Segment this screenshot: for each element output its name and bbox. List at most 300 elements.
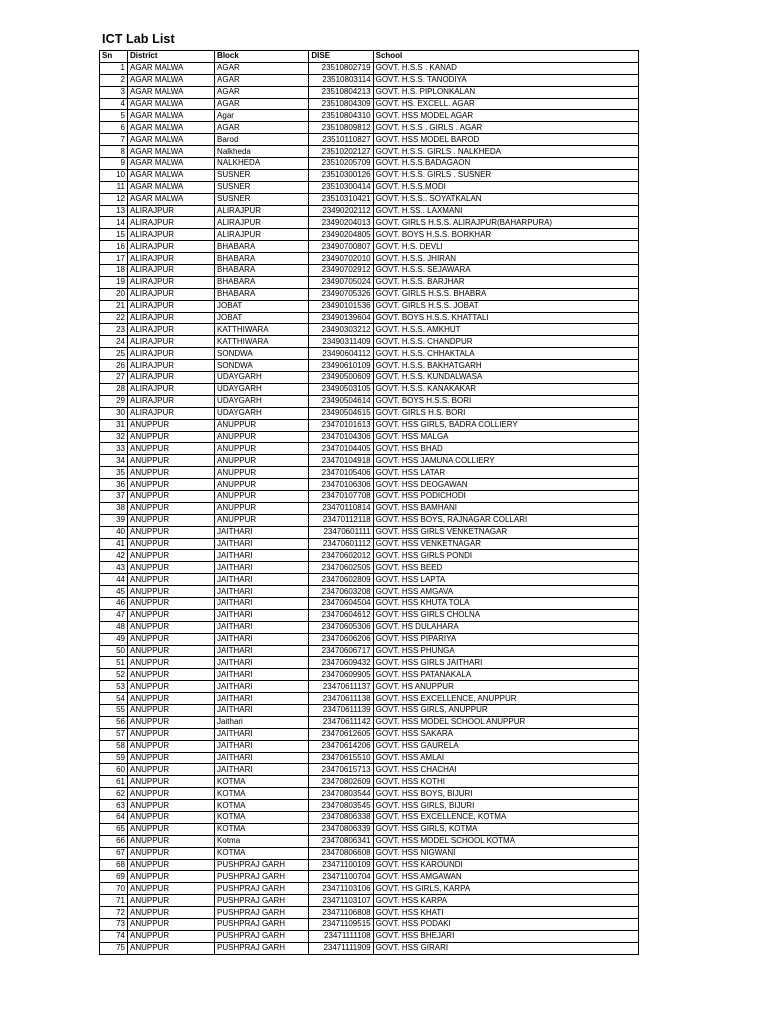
cell-school: GOVT. HSS KAROUNDI — [373, 859, 638, 871]
cell-district: AGAR MALWA — [127, 86, 214, 98]
table-row — [100, 930, 639, 942]
cell-dise: 23470104918 — [309, 455, 373, 467]
cell-school: GOVT. HSS EXCELLENCE, KOTMA — [373, 812, 638, 824]
cell-school: GOVT. H.SS.. LAXMANI — [373, 205, 638, 217]
cell-sn: 23 — [100, 324, 128, 336]
cell-school: GOVT. H.S.S. CHANDPUR — [373, 336, 638, 348]
cell-block: JAITHARI — [215, 669, 309, 681]
cell-block: UDAYGARH — [215, 372, 309, 384]
cell-district: ALIRAJPUR — [127, 217, 214, 229]
cell-school: GOVT. HSS BHAD — [373, 443, 638, 455]
cell-block: JAITHARI — [215, 693, 309, 705]
cell-school: GOVT. HSS KOTHI — [373, 776, 638, 788]
table-row — [100, 312, 639, 324]
cell-sn: 38 — [100, 502, 128, 514]
cell-district: ALIRAJPUR — [127, 372, 214, 384]
table-row — [100, 562, 639, 574]
cell-sn: 35 — [100, 467, 128, 479]
cell-block: AGAR — [215, 74, 309, 86]
cell-sn: 64 — [100, 812, 128, 824]
cell-school: GOVT. H.S. DEVLI — [373, 241, 638, 253]
table-row — [100, 455, 639, 467]
cell-block: JAITHARI — [215, 645, 309, 657]
table-row — [100, 265, 639, 277]
cell-district: ALIRAJPUR — [127, 265, 214, 277]
cell-dise: 23470106306 — [309, 479, 373, 491]
cell-school: GOVT. HSS AMLAI — [373, 752, 638, 764]
cell-dise: 23470602012 — [309, 550, 373, 562]
cell-school: GOVT. HSS PODICHODI — [373, 490, 638, 502]
cell-school: GOVT. BOYS H.S.S. KHATTALI — [373, 312, 638, 324]
cell-dise: 23510804213 — [309, 86, 373, 98]
cell-dise: 23470110814 — [309, 502, 373, 514]
cell-school: GOVT. HSS NIGWANI — [373, 847, 638, 859]
cell-block: KOTMA — [215, 788, 309, 800]
cell-dise: 23470612605 — [309, 728, 373, 740]
cell-sn: 46 — [100, 597, 128, 609]
table-row — [100, 395, 639, 407]
cell-district: ALIRAJPUR — [127, 360, 214, 372]
cell-school: GOVT. HS DULAHARA — [373, 621, 638, 633]
table-row — [100, 217, 639, 229]
cell-district: ANUPPUR — [127, 526, 214, 538]
cell-district: ANUPPUR — [127, 788, 214, 800]
cell-district: ANUPPUR — [127, 871, 214, 883]
cell-block: SUSNER — [215, 169, 309, 181]
table-row — [100, 538, 639, 550]
cell-school: GOVT. HSS GAURELA — [373, 740, 638, 752]
cell-block: BHABARA — [215, 241, 309, 253]
cell-school: GOVT. H.S.S. KUNDALWASA — [373, 372, 638, 384]
table-row — [100, 788, 639, 800]
cell-school: GOVT. HSS GIRARI — [373, 942, 638, 954]
cell-district: ANUPPUR — [127, 716, 214, 728]
cell-sn: 63 — [100, 800, 128, 812]
cell-sn: 6 — [100, 122, 128, 134]
cell-district: ALIRAJPUR — [127, 205, 214, 217]
cell-block: SONDWA — [215, 360, 309, 372]
cell-sn: 49 — [100, 633, 128, 645]
table-row — [100, 229, 639, 241]
cell-school: GOVT. H.S.S.. SOYATKALAN — [373, 193, 638, 205]
cell-school: GOVT. GIRLS H.S. BORI — [373, 407, 638, 419]
cell-block: BHABARA — [215, 276, 309, 288]
cell-dise: 23510804309 — [309, 98, 373, 110]
cell-sn: 24 — [100, 336, 128, 348]
cell-block: JOBAT — [215, 300, 309, 312]
cell-dise: 23470806608 — [309, 847, 373, 859]
cell-sn: 34 — [100, 455, 128, 467]
cell-district: ANUPPUR — [127, 704, 214, 716]
cell-dise: 23471106808 — [309, 907, 373, 919]
cell-school: GOVT. H.S.S. BARJHAR — [373, 276, 638, 288]
table-row — [100, 645, 639, 657]
cell-district: AGAR MALWA — [127, 193, 214, 205]
cell-dise: 23470604612 — [309, 609, 373, 621]
cell-block: JAITHARI — [215, 526, 309, 538]
table-row — [100, 276, 639, 288]
cell-school: GOVT. H.S.S.MODI — [373, 181, 638, 193]
table-row — [100, 740, 639, 752]
cell-dise: 23470105406 — [309, 467, 373, 479]
table-row — [100, 502, 639, 514]
cell-district: ALIRAJPUR — [127, 300, 214, 312]
cell-dise: 23470606717 — [309, 645, 373, 657]
cell-dise: 23490204805 — [309, 229, 373, 241]
cell-dise: 23470611138 — [309, 693, 373, 705]
cell-district: ANUPPUR — [127, 942, 214, 954]
table-row — [100, 134, 639, 146]
cell-school: GOVT. HSS GIRLS, KOTMA — [373, 823, 638, 835]
cell-school: GOVT. HSS PATANAKALA — [373, 669, 638, 681]
header-district: District — [127, 51, 214, 63]
cell-block: ANUPPUR — [215, 455, 309, 467]
table-row — [100, 586, 639, 598]
cell-block: UDAYGARH — [215, 407, 309, 419]
cell-school: GOVT. HSS JAMUNA COLLIERY — [373, 455, 638, 467]
cell-district: ALIRAJPUR — [127, 312, 214, 324]
cell-school: GOVT. HSS MALGA — [373, 431, 638, 443]
cell-dise: 23471103107 — [309, 895, 373, 907]
table-row — [100, 241, 639, 253]
cell-sn: 74 — [100, 930, 128, 942]
cell-school: GOVT. HSS PIPARIYA — [373, 633, 638, 645]
cell-block: Barod — [215, 134, 309, 146]
table-row — [100, 490, 639, 502]
table-row — [100, 597, 639, 609]
cell-sn: 9 — [100, 158, 128, 170]
cell-block: AGAR — [215, 62, 309, 74]
header-block: Block — [215, 51, 309, 63]
cell-dise: 23490700807 — [309, 241, 373, 253]
cell-school: GOVT. HSS KHATI — [373, 907, 638, 919]
cell-district: ALIRAJPUR — [127, 383, 214, 395]
table-row — [100, 752, 639, 764]
cell-block: PUSHPRAJ GARH — [215, 942, 309, 954]
cell-sn: 13 — [100, 205, 128, 217]
cell-sn: 65 — [100, 823, 128, 835]
cell-sn: 48 — [100, 621, 128, 633]
cell-dise: 23470602505 — [309, 562, 373, 574]
table-row — [100, 288, 639, 300]
cell-dise: 23470101613 — [309, 419, 373, 431]
cell-dise: 23490702010 — [309, 253, 373, 265]
cell-school: GOVT. HS. EXCELL. AGAR — [373, 98, 638, 110]
cell-school: GOVT. GIRLS H.S.S. BHABRA — [373, 288, 638, 300]
cell-school: GOVT. HSS KHUTA TOLA — [373, 597, 638, 609]
cell-dise: 23490705326 — [309, 288, 373, 300]
cell-sn: 60 — [100, 764, 128, 776]
table-row — [100, 360, 639, 372]
cell-dise: 23470104405 — [309, 443, 373, 455]
cell-district: AGAR MALWA — [127, 169, 214, 181]
cell-sn: 31 — [100, 419, 128, 431]
cell-dise: 23490139604 — [309, 312, 373, 324]
cell-sn: 1 — [100, 62, 128, 74]
cell-sn: 51 — [100, 657, 128, 669]
cell-dise: 23470104306 — [309, 431, 373, 443]
cell-dise: 23490702912 — [309, 265, 373, 277]
cell-dise: 23470615510 — [309, 752, 373, 764]
cell-dise: 23490311409 — [309, 336, 373, 348]
cell-district: ANUPPUR — [127, 728, 214, 740]
cell-sn: 32 — [100, 431, 128, 443]
cell-dise: 23470601111 — [309, 526, 373, 538]
cell-sn: 30 — [100, 407, 128, 419]
cell-sn: 5 — [100, 110, 128, 122]
cell-district: ANUPPUR — [127, 776, 214, 788]
cell-dise: 23470606206 — [309, 633, 373, 645]
cell-block: JAITHARI — [215, 740, 309, 752]
cell-sn: 45 — [100, 586, 128, 598]
cell-block: KOTMA — [215, 812, 309, 824]
cell-block: ANUPPUR — [215, 467, 309, 479]
cell-block: JAITHARI — [215, 704, 309, 716]
cell-dise: 23471109515 — [309, 919, 373, 931]
cell-school: GOVT. HSS DEOGAWAN — [373, 479, 638, 491]
table-row — [100, 431, 639, 443]
cell-block: PUSHPRAJ GARH — [215, 871, 309, 883]
cell-district: ANUPPUR — [127, 835, 214, 847]
cell-district: ANUPPUR — [127, 740, 214, 752]
cell-dise: 23471103106 — [309, 883, 373, 895]
cell-sn: 28 — [100, 383, 128, 395]
cell-block: JAITHARI — [215, 574, 309, 586]
cell-district: ANUPPUR — [127, 919, 214, 931]
cell-block: BHABARA — [215, 253, 309, 265]
page-title: ICT Lab List — [102, 32, 175, 46]
cell-sn: 17 — [100, 253, 128, 265]
cell-sn: 39 — [100, 514, 128, 526]
cell-school: GOVT. H.S.S. TANODIYA — [373, 74, 638, 86]
table-row — [100, 609, 639, 621]
cell-district: AGAR MALWA — [127, 134, 214, 146]
cell-district: ANUPPUR — [127, 586, 214, 598]
cell-school: GOVT. GIRLS H.S.S. ALIRAJPUR(BAHARPURA) — [373, 217, 638, 229]
cell-dise: 23470615713 — [309, 764, 373, 776]
table-row — [100, 835, 639, 847]
cell-school: GOVT. HSS BOYS, RAJNAGAR COLLARI — [373, 514, 638, 526]
cell-district: ALIRAJPUR — [127, 253, 214, 265]
cell-dise: 23510202127 — [309, 146, 373, 158]
cell-block: KOTMA — [215, 776, 309, 788]
table-row — [100, 86, 639, 98]
table-row — [100, 479, 639, 491]
cell-district: ANUPPUR — [127, 514, 214, 526]
cell-school: GOVT. GIRLS H.S.S. JOBAT — [373, 300, 638, 312]
table-row — [100, 728, 639, 740]
cell-dise: 23470609905 — [309, 669, 373, 681]
cell-sn: 44 — [100, 574, 128, 586]
table-row — [100, 300, 639, 312]
cell-district: AGAR MALWA — [127, 181, 214, 193]
cell-school: GOVT. H.S. PIPLONKALAN — [373, 86, 638, 98]
cell-school: GOVT. BOYS H.S.S. BORI — [373, 395, 638, 407]
cell-school: GOVT. HSS BAMHANI — [373, 502, 638, 514]
cell-block: BHABARA — [215, 288, 309, 300]
cell-school: GOVT. HS GIRLS, KARPA — [373, 883, 638, 895]
cell-sn: 54 — [100, 693, 128, 705]
table-row — [100, 574, 639, 586]
cell-block: ANUPPUR — [215, 443, 309, 455]
cell-school: GOVT. HSS BHEJARI — [373, 930, 638, 942]
cell-school: GOVT. H.S.S . KANAD — [373, 62, 638, 74]
cell-dise: 23510802719 — [309, 62, 373, 74]
cell-dise: 23471100704 — [309, 871, 373, 883]
cell-district: ANUPPUR — [127, 693, 214, 705]
cell-school: GOVT. HSS LATAR — [373, 467, 638, 479]
cell-dise: 23470605306 — [309, 621, 373, 633]
cell-district: ANUPPUR — [127, 479, 214, 491]
cell-district: ANUPPUR — [127, 562, 214, 574]
table-row — [100, 669, 639, 681]
cell-block: KOTMA — [215, 800, 309, 812]
table-row — [100, 633, 639, 645]
table-body — [100, 62, 639, 954]
table-row — [100, 74, 639, 86]
cell-sn: 42 — [100, 550, 128, 562]
cell-dise: 23470803545 — [309, 800, 373, 812]
cell-dise: 23470107708 — [309, 490, 373, 502]
cell-block: Jaithari — [215, 716, 309, 728]
cell-district: AGAR MALWA — [127, 122, 214, 134]
cell-district: ANUPPUR — [127, 490, 214, 502]
table-row — [100, 919, 639, 931]
table-row — [100, 193, 639, 205]
table-row — [100, 383, 639, 395]
cell-block: JAITHARI — [215, 562, 309, 574]
cell-sn: 21 — [100, 300, 128, 312]
cell-sn: 12 — [100, 193, 128, 205]
cell-block: JAITHARI — [215, 538, 309, 550]
cell-school: GOVT. H.S.S. BAKHATGARH — [373, 360, 638, 372]
cell-school: GOVT. H.S.S.BADAGAON — [373, 158, 638, 170]
cell-school: GOVT. H.S.S. AMKHUT — [373, 324, 638, 336]
cell-school: GOVT. HSS CHACHAI — [373, 764, 638, 776]
cell-sn: 26 — [100, 360, 128, 372]
cell-school: GOVT. H.S.S. SEJAWARA — [373, 265, 638, 277]
cell-district: ANUPPUR — [127, 681, 214, 693]
cell-dise: 23470611137 — [309, 681, 373, 693]
cell-district: ANUPPUR — [127, 930, 214, 942]
table-row — [100, 776, 639, 788]
cell-sn: 7 — [100, 134, 128, 146]
table-row — [100, 681, 639, 693]
cell-block: ANUPPUR — [215, 502, 309, 514]
cell-district: ANUPPUR — [127, 621, 214, 633]
cell-block: AGAR — [215, 86, 309, 98]
cell-sn: 71 — [100, 895, 128, 907]
cell-sn: 15 — [100, 229, 128, 241]
cell-block: JAITHARI — [215, 609, 309, 621]
table-row — [100, 847, 639, 859]
cell-dise: 23470806341 — [309, 835, 373, 847]
cell-block: JAITHARI — [215, 681, 309, 693]
cell-dise: 23470602809 — [309, 574, 373, 586]
cell-dise: 23490202112 — [309, 205, 373, 217]
table-row — [100, 883, 639, 895]
cell-sn: 75 — [100, 942, 128, 954]
cell-district: ANUPPUR — [127, 895, 214, 907]
cell-block: ANUPPUR — [215, 490, 309, 502]
cell-block: ALIRAJPUR — [215, 229, 309, 241]
cell-sn: 19 — [100, 276, 128, 288]
cell-sn: 58 — [100, 740, 128, 752]
cell-district: ALIRAJPUR — [127, 336, 214, 348]
cell-block: NALKHEDA — [215, 158, 309, 170]
cell-school: GOVT. HSS PHUNGA — [373, 645, 638, 657]
cell-dise: 23510809812 — [309, 122, 373, 134]
cell-block: JAITHARI — [215, 764, 309, 776]
table-row — [100, 812, 639, 824]
cell-block: Nalkheda — [215, 146, 309, 158]
cell-block: PUSHPRAJ GARH — [215, 930, 309, 942]
cell-sn: 20 — [100, 288, 128, 300]
cell-block: KOTMA — [215, 847, 309, 859]
cell-sn: 4 — [100, 98, 128, 110]
cell-school: GOVT. HSS MODEL AGAR — [373, 110, 638, 122]
cell-sn: 2 — [100, 74, 128, 86]
cell-sn: 69 — [100, 871, 128, 883]
cell-dise: 23490101536 — [309, 300, 373, 312]
cell-dise: 23510300126 — [309, 169, 373, 181]
cell-school: GOVT. HSS GIRLS, ANUPPUR — [373, 704, 638, 716]
table-row — [100, 407, 639, 419]
cell-sn: 72 — [100, 907, 128, 919]
cell-dise: 23490303212 — [309, 324, 373, 336]
table-row — [100, 907, 639, 919]
table-row — [100, 764, 639, 776]
cell-dise: 23490503105 — [309, 383, 373, 395]
cell-dise: 23470806339 — [309, 823, 373, 835]
cell-sn: 40 — [100, 526, 128, 538]
table-row — [100, 859, 639, 871]
cell-school: GOVT. HSS GIRLS CHOLNA — [373, 609, 638, 621]
cell-district: ANUPPUR — [127, 609, 214, 621]
cell-district: ANUPPUR — [127, 443, 214, 455]
table-row — [100, 419, 639, 431]
cell-sn: 43 — [100, 562, 128, 574]
table-row — [100, 253, 639, 265]
cell-district: ALIRAJPUR — [127, 229, 214, 241]
cell-district: ALIRAJPUR — [127, 407, 214, 419]
cell-block: SUSNER — [215, 193, 309, 205]
table-row — [100, 181, 639, 193]
table-row — [100, 336, 639, 348]
cell-school: GOVT. H.S.S . GIRLS . AGAR — [373, 122, 638, 134]
cell-sn: 41 — [100, 538, 128, 550]
table-header-row — [100, 51, 639, 63]
cell-school: GOVT. H.S.S. KANAKAKAR — [373, 383, 638, 395]
cell-sn: 67 — [100, 847, 128, 859]
cell-sn: 29 — [100, 395, 128, 407]
cell-sn: 52 — [100, 669, 128, 681]
cell-dise: 23470611139 — [309, 704, 373, 716]
cell-block: BHABARA — [215, 265, 309, 277]
cell-dise: 23510205709 — [309, 158, 373, 170]
table-row — [100, 169, 639, 181]
table-row — [100, 110, 639, 122]
cell-school: GOVT. HSS GIRLS, BADRA COLLIERY — [373, 419, 638, 431]
cell-sn: 11 — [100, 181, 128, 193]
table-row — [100, 895, 639, 907]
cell-sn: 36 — [100, 479, 128, 491]
cell-sn: 62 — [100, 788, 128, 800]
cell-sn: 3 — [100, 86, 128, 98]
cell-sn: 68 — [100, 859, 128, 871]
cell-school: GOVT. HSS VENKETNAGAR — [373, 538, 638, 550]
cell-sn: 47 — [100, 609, 128, 621]
